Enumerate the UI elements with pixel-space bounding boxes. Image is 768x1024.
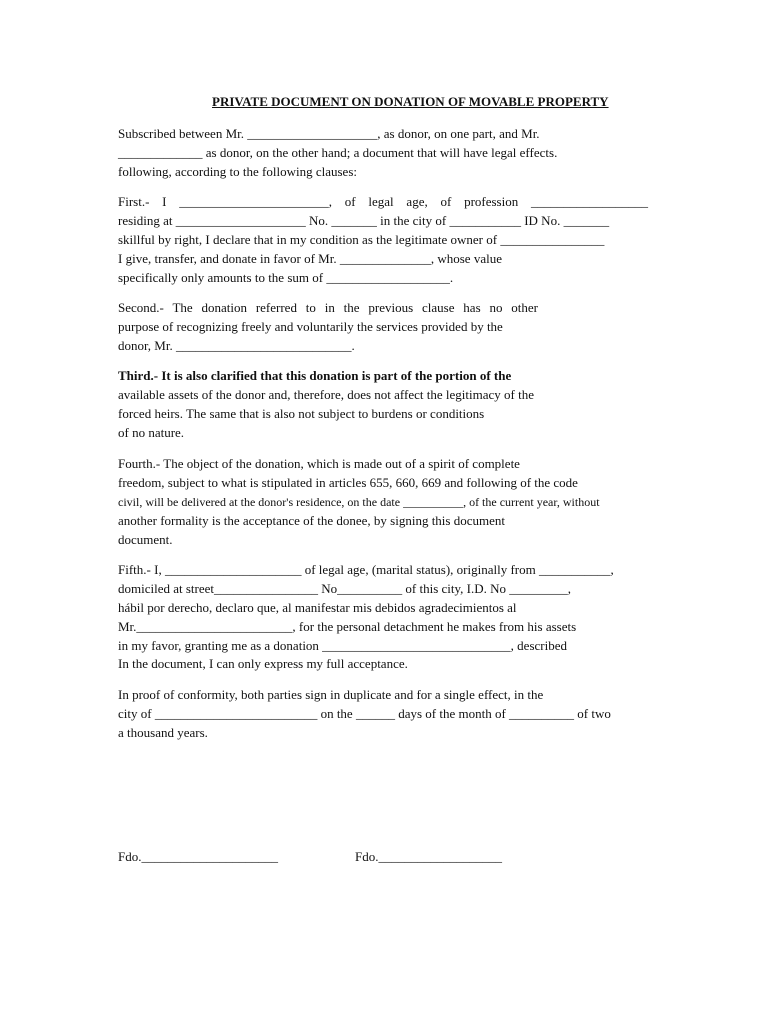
text-line: a thousand years. <box>118 724 208 740</box>
document-title: PRIVATE DOCUMENT ON DONATION OF MOVABLE PROPERTY <box>212 94 609 109</box>
text-line: purpose of recognizing freely and voluntarily the services provided by the <box>118 318 503 334</box>
clause-fifth <box>118 561 648 674</box>
text-line: Fourth.- The object of the donation, which is made out of a spirit of complete <box>118 456 520 471</box>
text-line: document. <box>118 531 173 547</box>
text-line: donor, Mr. ___________________________. <box>118 337 355 353</box>
clause-third <box>118 367 648 443</box>
text-line: Third.- It is also clarified that this donation is part of the portion of the <box>118 368 512 383</box>
clause-first <box>118 193 648 287</box>
text-line: following, according to the following clauses: <box>118 163 358 179</box>
signature-line-donor: Fdo._____________________ <box>118 849 278 864</box>
text-line: residing at ____________________ No. _______ in the city of ___________ ID No. _______ <box>118 212 610 228</box>
text-line: Mr.________________________, for the personal detachment he makes from his assets <box>118 618 577 634</box>
text-line: hábil por derecho, declaro que, al manifestar mis debidos agradecimientos al <box>118 599 517 615</box>
closing-paragraph <box>118 686 648 743</box>
intro-paragraph <box>118 125 648 182</box>
text-line: another formality is the acceptance of the donee, by signing this document <box>118 512 505 528</box>
text-line: First.- I _______________________, of legal age, of profession __________________ <box>118 194 648 209</box>
signature-line-donee: Fdo.___________________ <box>355 849 502 864</box>
text-line: civil, will be delivered at the donor's residence, on the date __________, of the current year, without <box>118 494 600 509</box>
clause-second <box>118 299 538 356</box>
text-line: Subscribed between Mr. ____________________, as donor, on one part, and Mr. <box>118 126 540 141</box>
text-line: available assets of the donor and, therefore, does not affect the legitimacy of the <box>118 386 534 402</box>
text-line: Second.- The donation referred to in the previous clause has no other <box>118 300 538 315</box>
text-line: city of _________________________ on the ______ days of the month of __________ of two <box>118 705 611 721</box>
text-line: in my favor, granting me as a donation _____________________________, described <box>118 637 567 653</box>
text-line: forced heirs. The same that is also not subject to burdens or conditions <box>118 405 485 421</box>
text-line: In proof of conformity, both parties sign in duplicate and for a single effect, in the <box>118 687 544 702</box>
text-line: Fifth.- I, _____________________ of legal age, (marital status), originally from ___________, <box>118 562 614 577</box>
text-line: I give, transfer, and donate in favor of Mr. ______________, whose value <box>118 250 502 266</box>
text-line: freedom, subject to what is stipulated in articles 655, 660, 669 and following of the code <box>118 474 578 490</box>
text-line: skillful by right, I declare that in my condition as the legitimate owner of ________________ <box>118 231 605 247</box>
text-line: domiciled at street________________ No__________ of this city, I.D. No _________, <box>118 580 572 596</box>
text-line: of no nature. <box>118 424 185 440</box>
text-line: In the document, I can only express my full acceptance. <box>118 656 408 672</box>
text-line: _____________ as donor, on the other hand; a document that will have legal effects. <box>118 144 558 160</box>
clause-fourth <box>118 455 648 549</box>
text-line: specifically only amounts to the sum of ___________________. <box>118 269 454 285</box>
